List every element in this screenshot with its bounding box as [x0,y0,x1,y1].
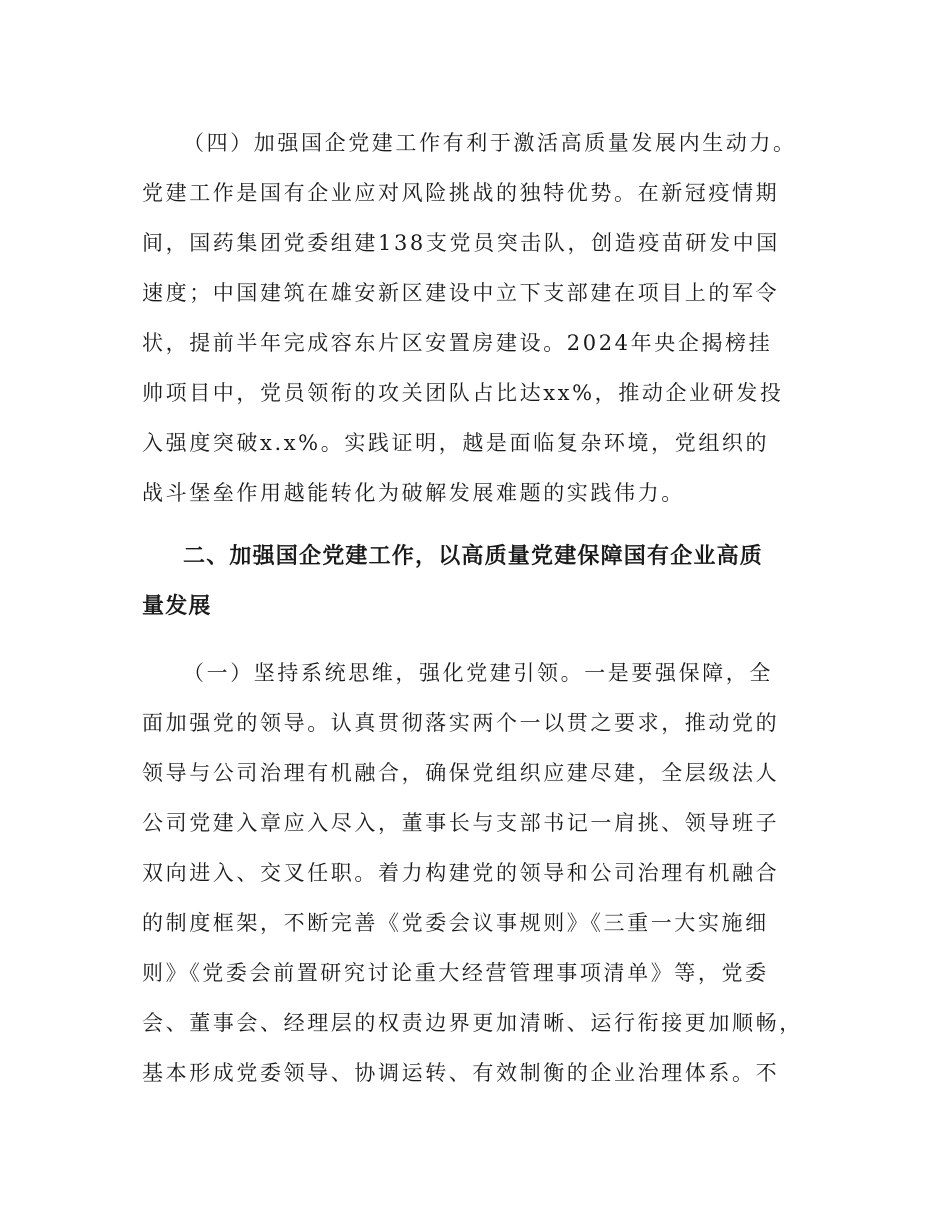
subsection-one-line-6: 的制度框架，不断完善《党委会议事规则》《三重一大实施细 [142,911,769,935]
subsection-one-line-5: 双向进入、交叉任职。着力构建党的领导和公司治理有机融合 [142,861,780,885]
subsection-one-line-4: 公司党建入章应入尽入，董事长与支部书记一肩挑、领导班子 [142,811,780,835]
section-four-line-2: 党建工作是国有企业应对风险挑战的独特优势。在新冠疫情期 [142,181,780,205]
section-four-line-3: 间，国药集团党委组建138支党员突击队，创造疫苗研发中国 [142,231,780,255]
subsection-one-line-1: （一）坚持系统思维，强化党建引领。一是要强保障，全 [183,661,773,685]
subsection-one-line-8: 会、董事会、经理层的权责边界更加清晰、运行衔接更加顺畅， [142,1011,803,1035]
subsection-one-line-9: 基本形成党委领导、协调运转、有效制衡的企业治理体系。不 [142,1061,780,1085]
section-four-line-8: 战斗堡垒作用越能转化为破解发展难题的实践伟力。 [142,481,685,505]
section-four-line-1: （四）加强国企党建工作有利于激活高质量发展内生动力。 [183,131,797,155]
section-two-heading-line-2: 量发展 [142,594,212,619]
section-two-heading-line-1: 二、加强国企党建工作，以高质量党建保障国有企业高质 [183,544,764,569]
subsection-one-line-7: 则》《党委会前置研究讨论重大经营管理事项清单》等，党委 [142,961,769,985]
section-four-line-5: 状，提前半年完成容东片区安置房建设。2024年央企揭榜挂 [142,331,773,355]
section-four-line-7: 入强度突破x.x%。实践证明，越是面临复杂环境，党组织的 [142,431,770,455]
section-four-line-6: 帅项目中，党员领衔的攻关团队占比达xx%，推动企业研发投 [142,381,784,405]
subsection-one-line-3: 领导与公司治理有机融合，确保党组织应建尽建，全层级法人 [142,761,780,785]
section-four-line-4: 速度；中国建筑在雄安新区建设中立下支部建在项目上的军令 [142,281,780,305]
subsection-one-line-2: 面加强党的领导。认真贯彻落实两个一以贯之要求，推动党的 [142,711,780,735]
